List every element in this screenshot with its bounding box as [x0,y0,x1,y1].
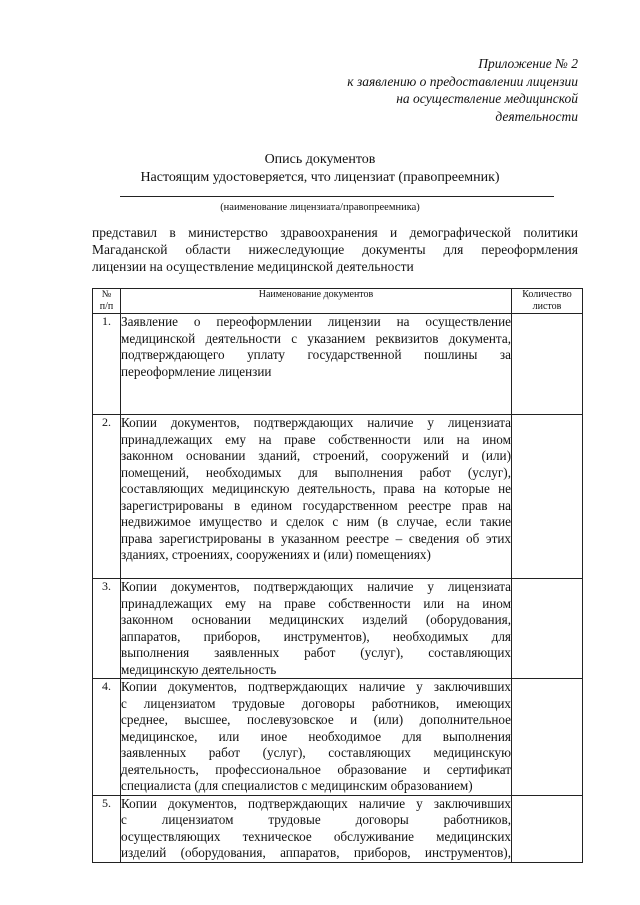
row-line: недвижимое имущество и сделок с ним (в случае, если такие [121,514,511,529]
table-row [93,415,583,579]
row-line: принадлежащих ему на праве собственности или на ином [121,431,511,447]
certify-text: Настоящим удостоверяется, что лицензиат (правопреемник) [140,170,500,185]
row-line: медицинское, или иное необходимое для выполнения [121,728,511,744]
row-quantity [512,679,583,796]
header-quantity [512,289,583,314]
row-line: осуществляющих техническое обслуживание медицинских [121,828,511,844]
row-line: подтверждающего уплату государственной пошлины за [121,347,511,362]
row-document-name [121,795,512,862]
table-row [93,579,583,679]
header-number [93,289,121,314]
row-number: 2. [93,415,121,579]
annex-header [248,55,578,125]
row-line: медицинскую деятельность [121,661,277,677]
row-number: 4. [93,679,121,796]
row-line: права зарегистрированы в указанном реестре – сведения об этих [121,530,511,546]
row-line: специалиста (для специалистов с медицинским образованием) [121,778,473,793]
row-line: зарегистрированы в едином государственном реестре прав на [121,497,511,513]
row-quantity [512,314,583,415]
row-line: изделий (оборудования, аппаратов, приборов, инструментов), [121,845,511,860]
licensee-name-caption: (наименование лицензиата/правопреемника) [220,202,420,213]
annex-line: Приложение № 2 [478,56,578,71]
row-line: выполнения заявленных работ (услуг), составляющих [121,645,511,660]
row-document-name [121,314,512,415]
row-line: медицинской деятельности с указанием реквизитов документа, [121,330,511,346]
table-row [93,679,583,796]
intro-line: лицензии на осуществление медицинской деятельности [92,259,414,274]
row-quantity [512,415,583,579]
table-row [93,314,583,415]
row-document-name [121,679,512,796]
row-line: переоформление лицензии [121,363,272,379]
header-number-line: п/п [99,301,114,312]
row-document-name [121,415,512,579]
table-header-row [93,289,583,314]
row-line: законном основании зданий, строений, сооружений и (или) [121,448,511,463]
row-line: Копии документов, подтверждающих наличие у лицензиата [121,415,511,430]
table-row [93,795,583,862]
row-line: принадлежащих ему на праве собственности или на ином [121,595,511,611]
row-number: 3. [93,579,121,679]
annex-line: к заявлению о предоставлении лицензии [347,73,578,89]
row-line: Заявление о переоформлении лицензии на осуществление [121,314,511,329]
documents-table [92,288,583,863]
row-line: с лицензиатом трудовые договоры работников, имеющих [121,695,511,711]
row-quantity [512,795,583,862]
row-line: зданиях, строениях, сооружениях и (или) помещениях) [121,547,431,562]
row-quantity [512,579,583,679]
header-name: Наименование документов [121,289,512,314]
row-line: с лицензиатом трудовые договоры работников, [121,812,511,827]
row-line: деятельность, профессиональное образование и сертификат [121,761,511,777]
annex-line: на осуществление медицинской [396,91,578,106]
header-quantity-line: листов [532,301,562,312]
document-title: Опись документов [264,152,376,167]
row-line: составляющих медицинскую деятельность, права на которые не [121,481,511,496]
intro-line: представил в министерство здравоохранения и демографической политики [92,225,578,240]
annex-line: деятельности [495,108,578,124]
licensee-name-line [120,196,554,197]
intro-line: Магаданской области нижеследующие документы для переоформления [92,242,578,257]
header-quantity-line: Количество [522,289,572,300]
row-line: среднее, высшее, послевузовское и (или) дополнительное [121,712,511,727]
row-line: Копии документов, подтверждающих наличие у заключивших [121,679,511,694]
row-number: 5. [93,795,121,862]
row-line: Копии документов, подтверждающих наличие у заключивших [121,795,511,811]
row-number: 1. [93,314,121,415]
row-line: Копии документов, подтверждающих наличие у лицензиата [121,579,511,594]
row-line: заявленных работ (услуг), составляющих медицинскую [121,745,511,760]
row-line: помещений, необходимых для выполнения работ (услуг), [121,464,511,480]
header-number-line: № [101,289,112,300]
row-line: аппаратов, приборов, инструментов), необходимых для [121,628,511,644]
row-document-name [121,579,512,679]
intro-paragraph [92,224,578,275]
row-line: законном основании медицинских изделий (оборудования, [121,612,511,627]
